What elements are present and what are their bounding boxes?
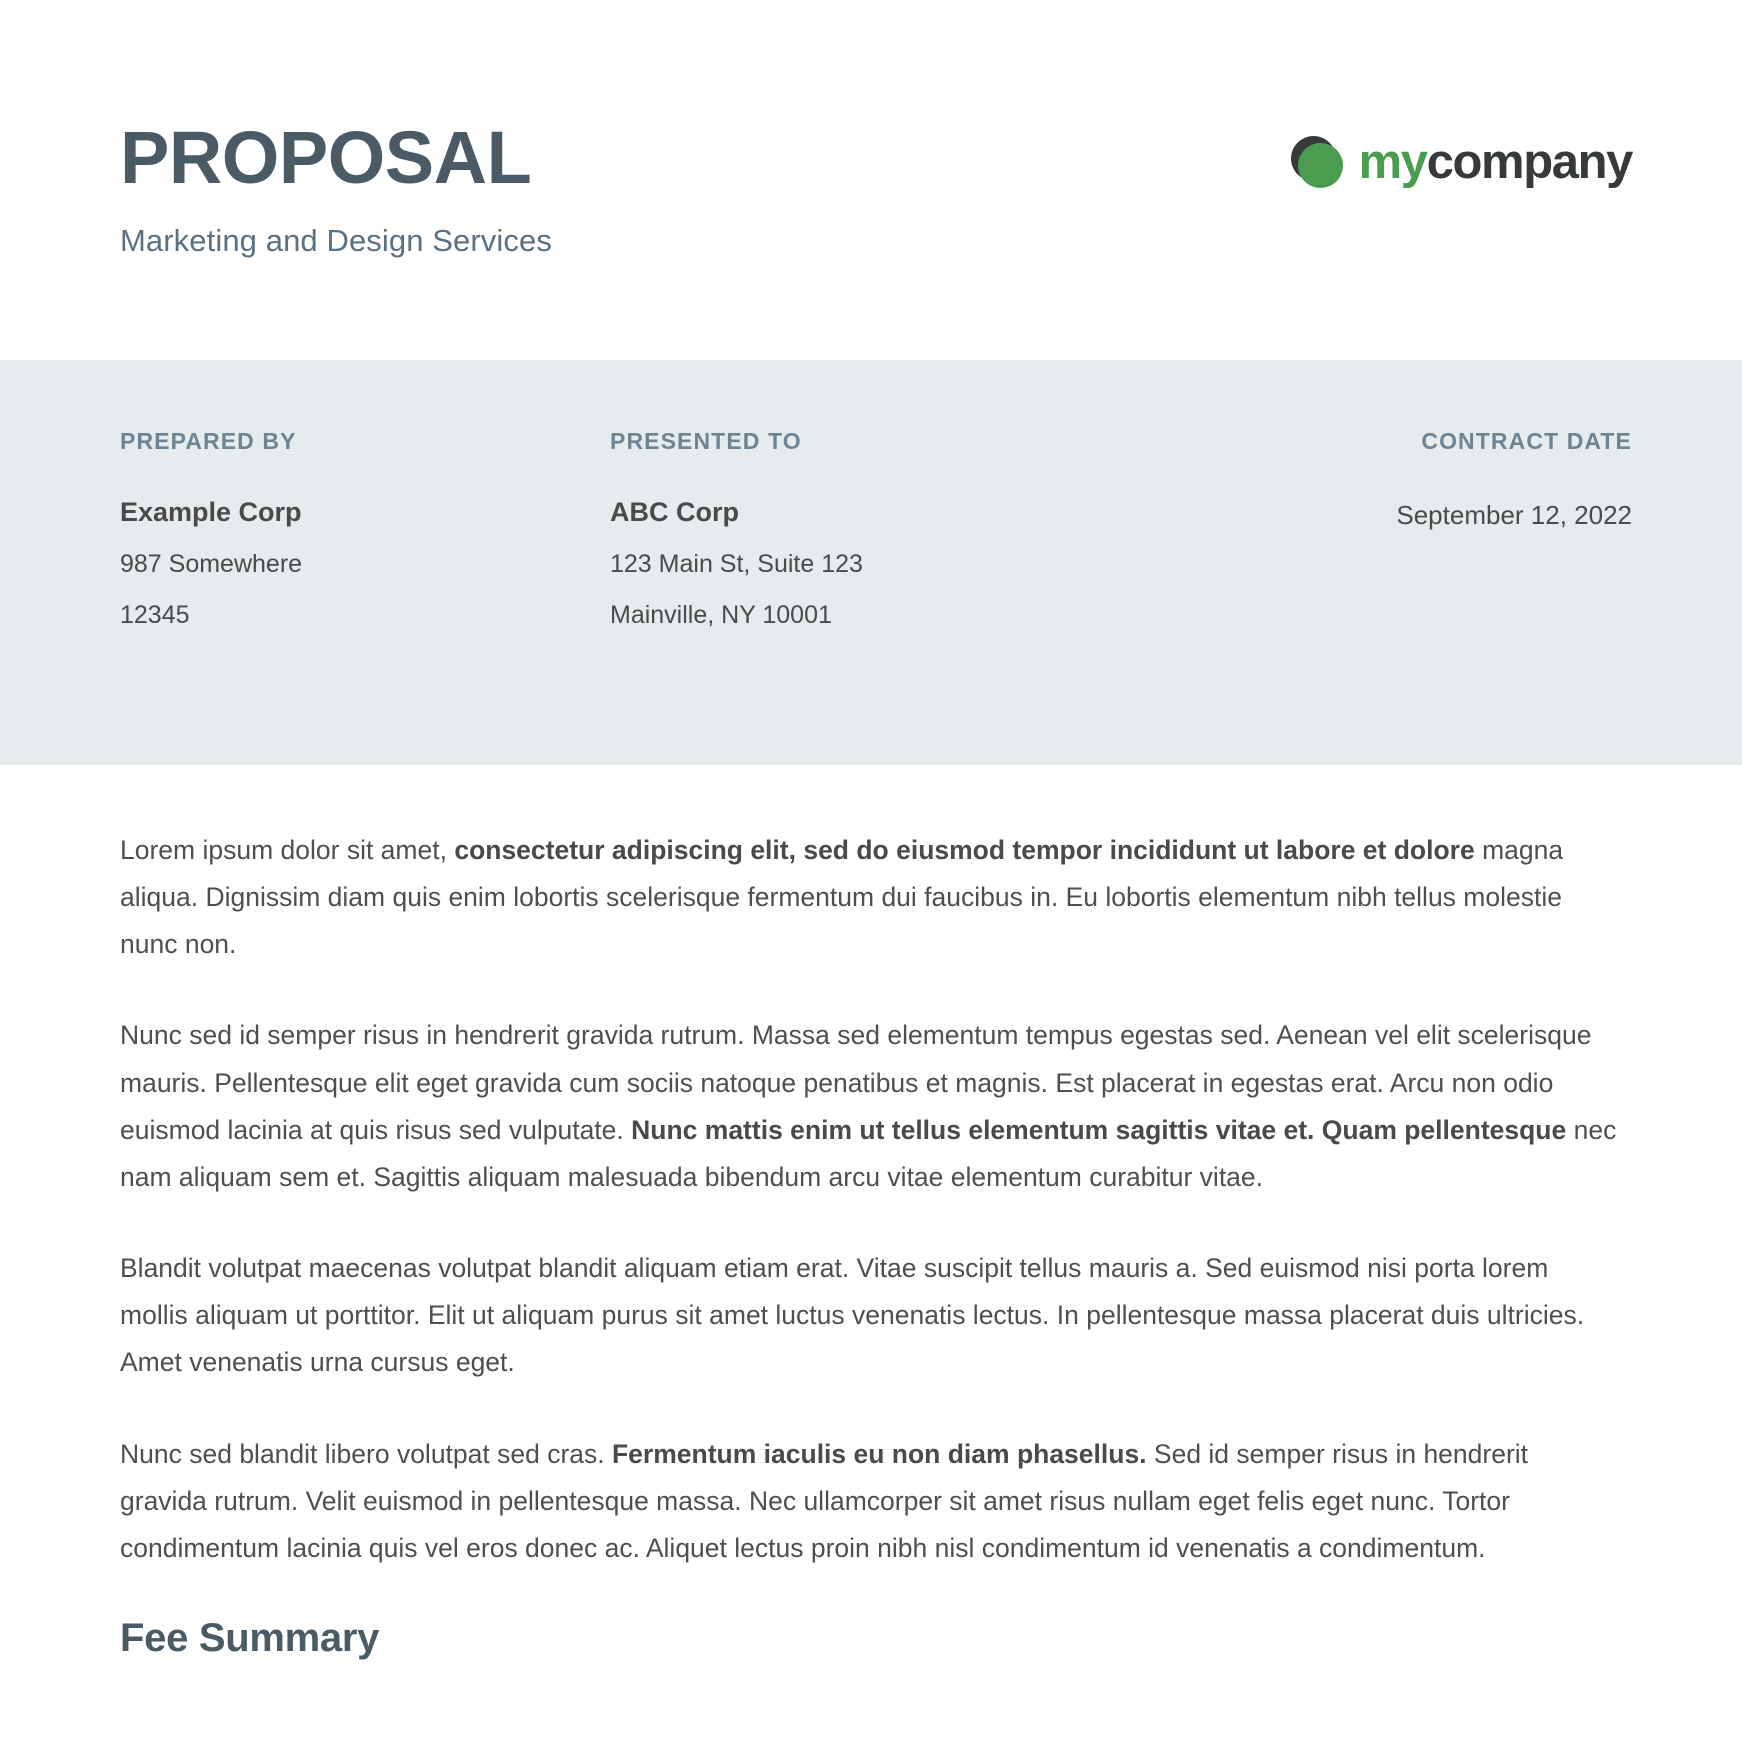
- prepared-by-org: Example Corp: [120, 497, 302, 527]
- paragraph-2-text-2: nec nam aliquam sem et. Sagittis aliquam malesuada bibendum arcu vitae elementum curabitur vitae.: [120, 1114, 1617, 1192]
- info-band: [0, 360, 1742, 765]
- body-paragraph-4: [120, 1431, 1622, 1572]
- prepared-by-column: [120, 428, 610, 765]
- body-paragraph-1: [120, 827, 1622, 968]
- document-header: [0, 0, 1742, 360]
- presented-to-address-line1: 123 Main St, Suite 123: [610, 550, 863, 578]
- prepared-by-label: PREPARED BY: [120, 428, 297, 454]
- presented-to-label: PRESENTED TO: [610, 428, 802, 454]
- paragraph-2-bold-1: Nunc mattis enim ut tellus elementum sagittis vitae et. Quam pellentesque: [631, 1114, 1567, 1145]
- paragraph-2-text-1: Nunc sed id semper risus in hendrerit gravida rutrum. Massa sed elementum tempus egestas sed. Aenean vel elit scelerisque mauris. Pellentesque elit eget gravida cum sociis natoque penatibus et magnis. Est placerat in egestas erat. Arcu non odio euismod lacinia at quis risus sed vulputate.: [120, 1020, 1592, 1145]
- presented-to-column: [610, 428, 1250, 765]
- logo-wordmark: [1358, 134, 1632, 189]
- title-block: [120, 118, 552, 259]
- contract-date-label: CONTRACT DATE: [1421, 428, 1632, 454]
- company-logo: [1291, 118, 1632, 188]
- contract-date-column: [1250, 428, 1632, 765]
- paragraph-4-text-1: Nunc sed blandit libero volutpat sed cras.: [120, 1438, 612, 1469]
- body-paragraph-3: Blandit volutpat maecenas volutpat blandit aliquam etiam erat. Vitae suscipit tellus mauris a. Sed euismod nisi porta lorem mollis aliquam ut porttitor. Elit ut aliquam purus sit amet luctus venenatis lectus. In pellentesque massa placerat duis ultricies. Amet venenatis urna cursus eget.: [120, 1253, 1585, 1378]
- circle-leaf-logo-icon: [1291, 136, 1343, 188]
- logo-wordmark-primary: my: [1358, 134, 1427, 189]
- presented-to-org: ABC Corp: [610, 497, 739, 527]
- paragraph-4-text-2: Sed id semper risus in hendrerit gravida rutrum. Velit euismod in pellentesque massa. Nec ullamcorper sit amet risus nullam eget felis eget nunc. Tortor condimentum lacinia quis vel eros donec ac. Aliquet lectus proin nibh nisl condimentum id venenatis a condimentum.: [120, 1438, 1529, 1563]
- paragraph-1-text-2: magna aliqua. Dignissim diam quis enim lobortis scelerisque fermentum dui faucibus in. Eu lobortis elementum nibh tellus molestie nunc non.: [120, 835, 1564, 960]
- body-paragraph-2: [120, 1012, 1622, 1201]
- paragraph-1-text-1: Lorem ipsum dolor sit amet,: [120, 835, 455, 865]
- document-body: [0, 765, 1742, 1661]
- presented-to-address-line2: Mainville, NY 10001: [610, 601, 832, 629]
- fee-summary-heading: Fee Summary: [120, 1616, 380, 1661]
- prepared-by-address-line1: 987 Somewhere: [120, 550, 303, 578]
- page-title: PROPOSAL: [120, 116, 532, 199]
- logo-green-disc: [1298, 143, 1343, 188]
- logo-wordmark-secondary: company: [1426, 134, 1632, 189]
- paragraph-1-bold-1: consectetur adipiscing elit, sed do eiusmod tempor incididunt ut labore et dolore: [454, 835, 1475, 865]
- contract-date-value: September 12, 2022: [1396, 500, 1632, 530]
- page-subtitle: Marketing and Design Services: [120, 222, 552, 258]
- prepared-by-address-line2: 12345: [120, 601, 190, 629]
- paragraph-4-bold-1: Fermentum iaculis eu non diam phasellus.: [612, 1438, 1147, 1469]
